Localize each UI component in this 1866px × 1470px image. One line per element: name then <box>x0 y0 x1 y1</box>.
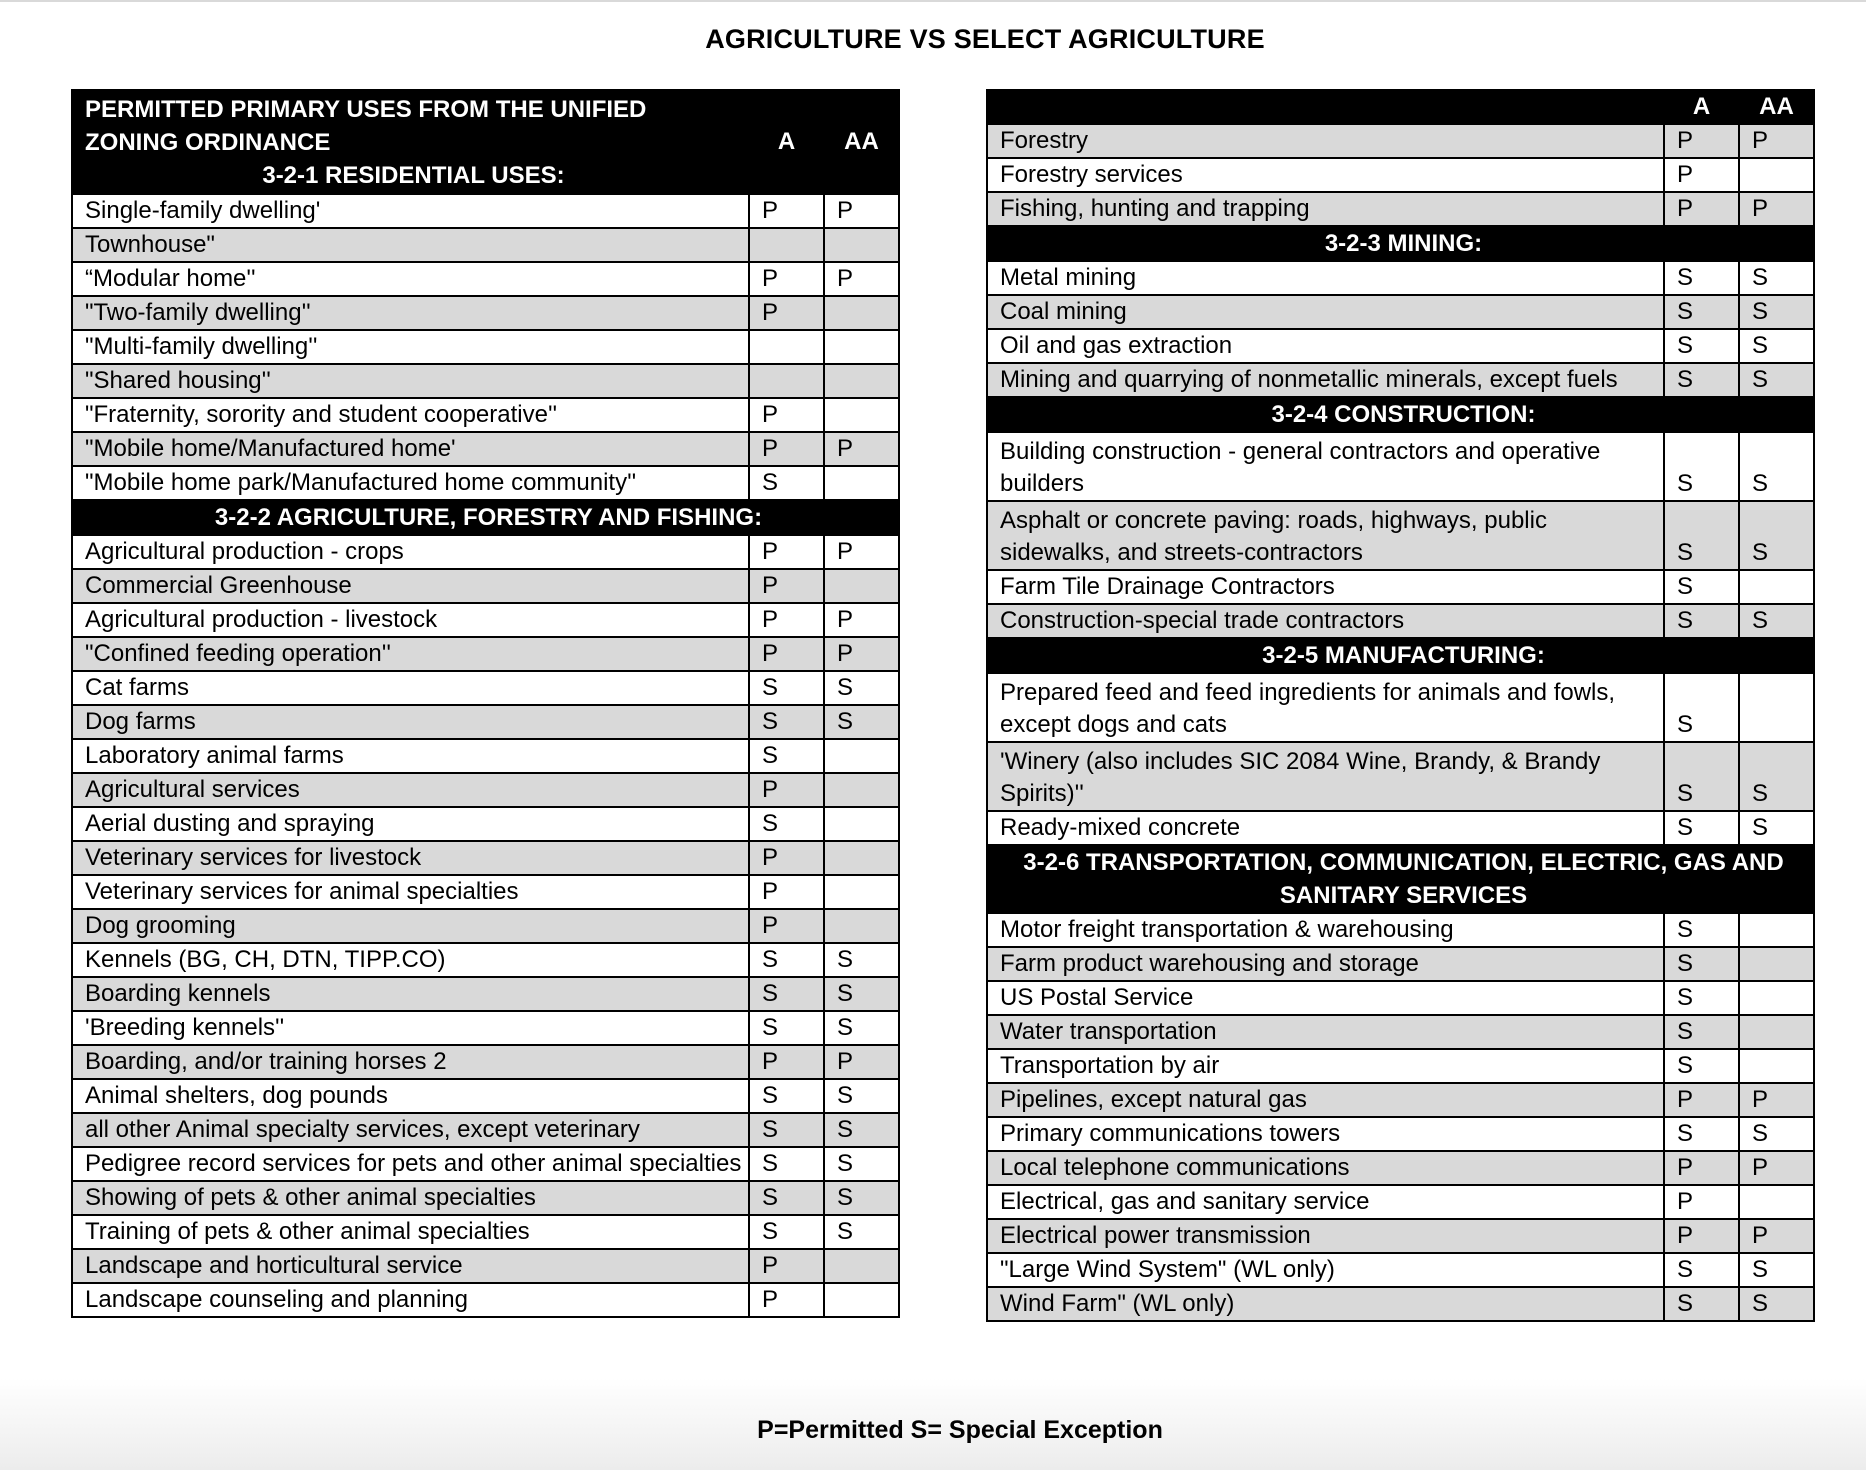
use-label: Dog farms <box>72 705 749 739</box>
use-label: Forestry services <box>987 158 1664 192</box>
table-row <box>987 981 1814 1015</box>
table-row <box>987 432 1814 501</box>
zone-a-code: P <box>749 637 824 671</box>
table-row <box>72 262 899 296</box>
table-row <box>72 432 899 466</box>
zone-a-code: P <box>1664 1151 1739 1185</box>
section-header-row <box>987 226 1814 261</box>
zone-a-code: P <box>749 875 824 909</box>
use-label: all other Animal specialty services, except veterinary <box>72 1113 749 1147</box>
table-row <box>72 364 899 398</box>
table-row <box>987 1117 1814 1151</box>
table-row <box>987 261 1814 295</box>
zone-aa-code <box>824 807 899 841</box>
section-title: 3-2-2 AGRICULTURE, FORESTRY AND FISHING: <box>72 500 899 535</box>
table-row <box>987 1049 1814 1083</box>
table-row <box>987 1253 1814 1287</box>
zone-aa-code <box>824 875 899 909</box>
zone-a-code: S <box>749 705 824 739</box>
table-row <box>987 570 1814 604</box>
use-label: Showing of pets & other animal specialties <box>72 1181 749 1215</box>
zone-a-code: S <box>749 977 824 1011</box>
use-label: Agricultural production - crops <box>72 535 749 569</box>
left-col-a-header: A <box>749 90 824 194</box>
zone-aa-code: P <box>1739 1219 1814 1253</box>
section-header-row <box>987 397 1814 432</box>
use-label: Laboratory animal farms <box>72 739 749 773</box>
right-header-row <box>987 90 1814 124</box>
zone-aa-code: P <box>824 262 899 296</box>
use-label: Farm product warehousing and storage <box>987 947 1664 981</box>
zone-aa-code <box>824 330 899 364</box>
zone-aa-code <box>1739 1049 1814 1083</box>
zone-aa-code: S <box>1739 432 1814 501</box>
table-row <box>72 603 899 637</box>
table-row <box>72 1181 899 1215</box>
table-row <box>72 977 899 1011</box>
table-row <box>72 194 899 228</box>
use-label: “Modular home'' <box>72 262 749 296</box>
table-row <box>72 1147 899 1181</box>
table-row <box>72 296 899 330</box>
zone-aa-code: S <box>1739 295 1814 329</box>
left-header-section: 3-2-1 RESIDENTIAL USES: <box>262 162 565 189</box>
table-row <box>72 637 899 671</box>
use-label: "Large Wind System" (WL only) <box>987 1253 1664 1287</box>
use-label: Oil and gas extraction <box>987 329 1664 363</box>
table-row <box>987 742 1814 811</box>
section-title: 3-2-5 MANUFACTURING: <box>987 638 1814 673</box>
left-header-title: PERMITTED PRIMARY USES FROM THE UNIFIED ZONING ORDINANCE <box>85 96 647 156</box>
zone-aa-code: S <box>824 1113 899 1147</box>
table-row <box>72 875 899 909</box>
legend-note: P=Permitted S= Special Exception <box>757 1416 1163 1444</box>
zone-a-code: S <box>1664 673 1739 742</box>
use-label: Transportation by air <box>987 1049 1664 1083</box>
use-label: "Confined feeding operation'' <box>72 637 749 671</box>
use-label: Ready-mixed concrete <box>987 811 1664 845</box>
zone-aa-code <box>824 773 899 807</box>
zone-a-code: S <box>749 1079 824 1113</box>
use-label: Training of pets & other animal specialties <box>72 1215 749 1249</box>
use-label: Landscape and horticultural service <box>72 1249 749 1283</box>
zone-aa-code <box>1739 158 1814 192</box>
zone-aa-code: P <box>824 603 899 637</box>
section-title: 3-2-6 TRANSPORTATION, COMMUNICATION, ELECTRIC, GAS AND SANITARY SERVICES <box>987 845 1814 913</box>
zone-aa-code <box>824 398 899 432</box>
zone-aa-code: S <box>1739 811 1814 845</box>
zone-a-code: S <box>1664 1287 1739 1321</box>
use-label: Wind Farm" (WL only) <box>987 1287 1664 1321</box>
table-row <box>987 913 1814 947</box>
zone-a-code: S <box>749 739 824 773</box>
left-header-row <box>72 90 899 194</box>
use-label: Electrical, gas and sanitary service <box>987 1185 1664 1219</box>
use-label: Motor freight transportation & warehousing <box>987 913 1664 947</box>
left-col-aa-header: AA <box>824 90 899 194</box>
zone-a-code: S <box>749 1215 824 1249</box>
zone-aa-code: S <box>824 671 899 705</box>
use-label: Townhouse" <box>72 228 749 262</box>
use-label: "Mobile home park/Manufactured home community'' <box>72 466 749 500</box>
zone-a-code: P <box>749 194 824 228</box>
use-label: Landscape counseling and planning <box>72 1283 749 1317</box>
zone-a-code: S <box>749 1113 824 1147</box>
zone-a-code: S <box>1664 363 1739 397</box>
table-row <box>72 909 899 943</box>
zone-aa-code <box>824 1249 899 1283</box>
top-border-line <box>0 0 1866 2</box>
zone-aa-code: P <box>824 194 899 228</box>
use-label: Water transportation <box>987 1015 1664 1049</box>
zone-a-code: S <box>1664 811 1739 845</box>
use-label: Animal shelters, dog pounds <box>72 1079 749 1113</box>
use-label: Forestry <box>987 124 1664 158</box>
use-label: Boarding, and/or training horses 2 <box>72 1045 749 1079</box>
table-row <box>987 329 1814 363</box>
zone-aa-code: S <box>1739 363 1814 397</box>
use-label: Agricultural production - livestock <box>72 603 749 637</box>
table-row <box>987 604 1814 638</box>
zone-a-code <box>749 330 824 364</box>
zone-aa-code <box>824 841 899 875</box>
table-row <box>72 943 899 977</box>
zone-a-code: P <box>1664 192 1739 226</box>
use-label: "Mobile home/Manufactured home' <box>72 432 749 466</box>
zone-aa-code: S <box>1739 329 1814 363</box>
right-col-a-header: A <box>1664 90 1739 124</box>
zone-a-code: S <box>1664 329 1739 363</box>
use-label: Fishing, hunting and trapping <box>987 192 1664 226</box>
zone-aa-code: S <box>1739 261 1814 295</box>
zone-a-code: S <box>749 466 824 500</box>
zone-a-code: P <box>749 535 824 569</box>
zone-aa-code: P <box>1739 1083 1814 1117</box>
zone-a-code: P <box>749 773 824 807</box>
use-label: 'Winery (also includes SIC 2084 Wine, Brandy, & Brandy Spirits)'' <box>987 742 1664 811</box>
use-label: Mining and quarrying of nonmetallic minerals, except fuels <box>987 363 1664 397</box>
zone-a-code: S <box>749 1147 824 1181</box>
zone-a-code: S <box>749 807 824 841</box>
zone-a-code: S <box>749 943 824 977</box>
zone-a-code: P <box>1664 158 1739 192</box>
zone-a-code: S <box>749 1011 824 1045</box>
use-label: Kennels (BG, CH, DTN, TIPP.CO) <box>72 943 749 977</box>
table-row <box>987 1151 1814 1185</box>
zone-aa-code: S <box>824 1079 899 1113</box>
zone-a-code: S <box>1664 1253 1739 1287</box>
table-row <box>72 398 899 432</box>
zone-a-code: P <box>749 398 824 432</box>
zone-aa-code: P <box>1739 124 1814 158</box>
zone-a-code: S <box>1664 1015 1739 1049</box>
table-row <box>987 947 1814 981</box>
table-row <box>72 1283 899 1317</box>
table-row <box>72 671 899 705</box>
zone-a-code: S <box>1664 1049 1739 1083</box>
left-header-cell <box>72 90 749 194</box>
zone-a-code: P <box>1664 1219 1739 1253</box>
zone-aa-code: S <box>824 705 899 739</box>
use-label: US Postal Service <box>987 981 1664 1015</box>
table-row <box>72 330 899 364</box>
right-header-blank <box>987 90 1664 124</box>
zone-a-code: P <box>749 909 824 943</box>
use-label: 'Breeding kennels'' <box>72 1011 749 1045</box>
right-uses-table <box>986 89 1815 1322</box>
zone-aa-code <box>1739 947 1814 981</box>
table-row <box>987 295 1814 329</box>
zone-a-code: P <box>749 432 824 466</box>
table-row <box>987 158 1814 192</box>
zone-aa-code: P <box>824 637 899 671</box>
zone-a-code: S <box>1664 501 1739 570</box>
page-title: AGRICULTURE VS SELECT AGRICULTURE <box>705 24 1265 54</box>
use-label: "Shared housing'' <box>72 364 749 398</box>
table-row <box>987 1185 1814 1219</box>
zone-a-code: P <box>749 603 824 637</box>
use-label: Pedigree record services for pets and other animal specialties <box>72 1147 749 1181</box>
zone-aa-code: P <box>1739 192 1814 226</box>
table-row <box>72 569 899 603</box>
use-label: Veterinary services for livestock <box>72 841 749 875</box>
use-label: Primary communications towers <box>987 1117 1664 1151</box>
zone-a-code: P <box>749 1283 824 1317</box>
table-row <box>72 535 899 569</box>
zone-a-code: S <box>749 1181 824 1215</box>
table-row <box>72 466 899 500</box>
zone-aa-code <box>1739 981 1814 1015</box>
zone-aa-code: S <box>824 1011 899 1045</box>
zone-a-code: S <box>1664 1117 1739 1151</box>
use-label: Dog grooming <box>72 909 749 943</box>
use-label: Construction-special trade contractors <box>987 604 1664 638</box>
zone-aa-code: P <box>824 432 899 466</box>
use-label: Commercial Greenhouse <box>72 569 749 603</box>
zone-aa-code <box>824 569 899 603</box>
use-label: Boarding kennels <box>72 977 749 1011</box>
zone-a-code: S <box>1664 295 1739 329</box>
zone-a-code: S <box>749 671 824 705</box>
zone-a-code: P <box>749 1249 824 1283</box>
table-row <box>987 1219 1814 1253</box>
use-label: Pipelines, except natural gas <box>987 1083 1664 1117</box>
use-label: Single-family dwelling' <box>72 194 749 228</box>
table-row <box>72 1249 899 1283</box>
zone-aa-code <box>824 364 899 398</box>
zone-aa-code <box>824 228 899 262</box>
use-label: Agricultural services <box>72 773 749 807</box>
table-row <box>72 807 899 841</box>
zone-a-code: P <box>749 841 824 875</box>
zone-aa-code <box>824 466 899 500</box>
zone-aa-code: S <box>1739 1117 1814 1151</box>
zone-a-code: P <box>1664 124 1739 158</box>
zone-aa-code: S <box>1739 604 1814 638</box>
zone-aa-code <box>1739 913 1814 947</box>
zone-a-code: S <box>1664 604 1739 638</box>
zone-a-code <box>749 228 824 262</box>
zone-a-code: P <box>1664 1083 1739 1117</box>
zone-aa-code: S <box>824 977 899 1011</box>
table-row <box>72 1113 899 1147</box>
zone-aa-code <box>1739 1015 1814 1049</box>
use-label: Electrical power transmission <box>987 1219 1664 1253</box>
table-row <box>987 1083 1814 1117</box>
zone-aa-code <box>1739 673 1814 742</box>
zone-aa-code: S <box>1739 1287 1814 1321</box>
table-row <box>987 124 1814 158</box>
zone-aa-code <box>824 296 899 330</box>
zone-a-code: S <box>1664 742 1739 811</box>
table-row <box>72 739 899 773</box>
zone-a-code: P <box>749 262 824 296</box>
zone-a-code: P <box>749 569 824 603</box>
section-title: 3-2-4 CONSTRUCTION: <box>987 397 1814 432</box>
table-row <box>72 1215 899 1249</box>
zone-a-code <box>749 364 824 398</box>
use-label: Prepared feed and feed ingredients for animals and fowls, except dogs and cats <box>987 673 1664 742</box>
table-row <box>987 192 1814 226</box>
table-row <box>987 501 1814 570</box>
table-row <box>987 811 1814 845</box>
zone-a-code: P <box>749 296 824 330</box>
zone-aa-code: S <box>824 1215 899 1249</box>
zone-aa-code: P <box>824 1045 899 1079</box>
use-label: Cat farms <box>72 671 749 705</box>
section-header-row <box>72 500 899 535</box>
zone-aa-code: S <box>1739 501 1814 570</box>
table-row <box>987 1287 1814 1321</box>
section-header-row <box>987 638 1814 673</box>
table-row <box>72 1045 899 1079</box>
use-label: Asphalt or concrete paving: roads, highways, public sidewalks, and streets-contractors <box>987 501 1664 570</box>
zone-a-code: S <box>1664 947 1739 981</box>
zone-aa-code: P <box>824 535 899 569</box>
table-row <box>72 705 899 739</box>
use-label: Coal mining <box>987 295 1664 329</box>
zone-aa-code <box>1739 1185 1814 1219</box>
zone-aa-code: S <box>824 943 899 977</box>
table-row <box>72 841 899 875</box>
table-row <box>72 228 899 262</box>
use-label: Farm Tile Drainage Contractors <box>987 570 1664 604</box>
zone-aa-code: S <box>1739 1253 1814 1287</box>
use-label: Veterinary services for animal specialties <box>72 875 749 909</box>
table-row <box>72 1079 899 1113</box>
use-label: "Multi-family dwelling'' <box>72 330 749 364</box>
section-header-row <box>987 845 1814 913</box>
table-row <box>987 363 1814 397</box>
zone-aa-code <box>824 909 899 943</box>
zone-a-code: P <box>1664 1185 1739 1219</box>
use-label: Building construction - general contractors and operative builders <box>987 432 1664 501</box>
zone-aa-code: P <box>1739 1151 1814 1185</box>
table-row <box>72 1011 899 1045</box>
table-row <box>987 673 1814 742</box>
use-label: Metal mining <box>987 261 1664 295</box>
zone-a-code: S <box>1664 261 1739 295</box>
use-label: "Two-family dwelling'' <box>72 296 749 330</box>
zone-aa-code: S <box>824 1181 899 1215</box>
right-col-aa-header: AA <box>1739 90 1814 124</box>
zone-a-code: S <box>1664 981 1739 1015</box>
use-label: Aerial dusting and spraying <box>72 807 749 841</box>
use-label: "Fraternity, sorority and student cooperative'' <box>72 398 749 432</box>
zone-aa-code: S <box>1739 742 1814 811</box>
section-title: 3-2-3 MINING: <box>987 226 1814 261</box>
zone-a-code: S <box>1664 570 1739 604</box>
zone-aa-code <box>824 1283 899 1317</box>
left-uses-table <box>71 89 900 1318</box>
zone-a-code: S <box>1664 432 1739 501</box>
zone-aa-code: S <box>824 1147 899 1181</box>
zone-a-code: P <box>749 1045 824 1079</box>
zone-aa-code <box>824 739 899 773</box>
zone-a-code: S <box>1664 913 1739 947</box>
zone-aa-code <box>1739 570 1814 604</box>
table-row <box>72 773 899 807</box>
use-label: Local telephone communications <box>987 1151 1664 1185</box>
table-row <box>987 1015 1814 1049</box>
